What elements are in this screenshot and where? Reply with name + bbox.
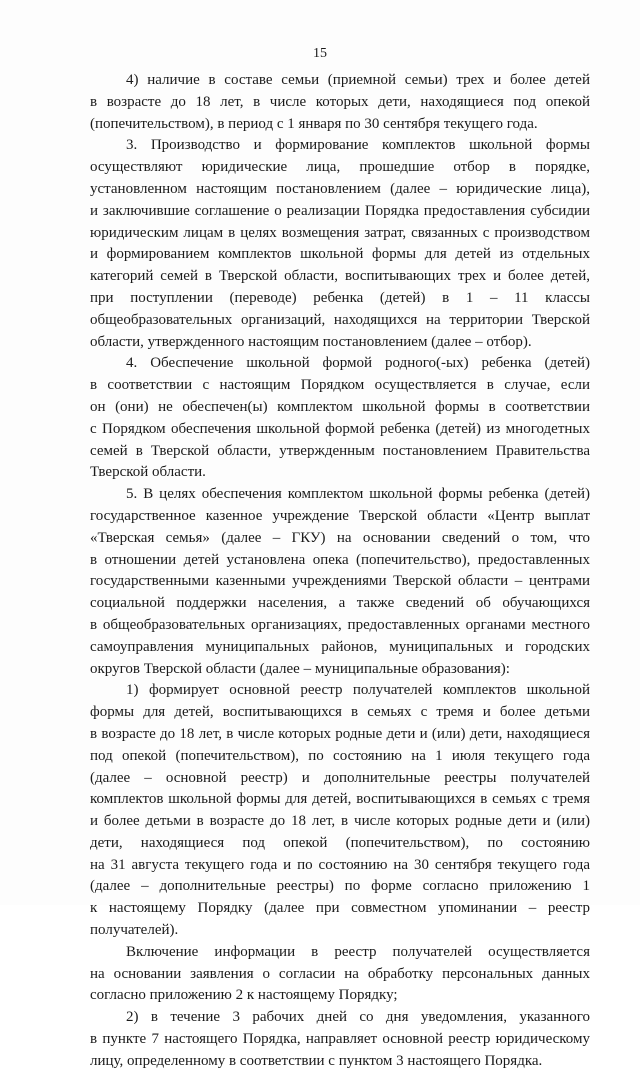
text-line: 2) в течение 3 рабочих дней со дня уведомления, указанного xyxy=(126,1009,590,1026)
text-line: общеобразовательных организаций, находящихся на территории Тверской xyxy=(90,311,590,328)
text-line: Тверской области. xyxy=(90,464,206,481)
text-line: на основании заявления о согласии на обработку персональных данных xyxy=(90,965,590,982)
text-line: 4. Обеспечение школьной формой родного(-ых) ребенка (детей) xyxy=(126,355,590,372)
document-body xyxy=(90,70,590,1073)
text-line: в общеобразовательных организациях, предоставленных органами местного xyxy=(90,616,590,633)
text-line: государственное казенное учреждение Тверской области «Центр выплат xyxy=(90,507,590,524)
text-line: 5. В целях обеспечения комплектом школьной формы ребенка (детей) xyxy=(126,486,590,503)
text-line: к настоящему Порядку (далее при совместном упоминании – реестр xyxy=(90,900,590,917)
text-line: округов Тверской области (далее – муниципальные образования): xyxy=(90,660,510,677)
text-line: формы для детей, воспитывающихся в семьях с тремя и более детьми xyxy=(90,704,590,721)
text-line: в отношении детей установлена опека (попечительство), предоставленных xyxy=(90,551,590,568)
text-line: согласно приложению 2 к настоящему Порядку; xyxy=(90,987,398,1004)
text-line: дети, находящиеся под опекой (попечительством), по состоянию xyxy=(90,834,590,851)
text-line: области, утвержденного настоящим постановлением (далее – отбор). xyxy=(90,333,532,350)
text-line: получателей). xyxy=(90,922,179,939)
text-line: категорий семей в Тверской области, воспитывающих трех и более детей, xyxy=(90,268,590,285)
text-line: семей в Тверской области, утвержденным постановлением Правительства xyxy=(90,442,590,459)
text-line: и формированием комплектов школьной формы для детей из отдельных xyxy=(90,246,590,263)
text-line: (далее – дополнительные реестры) по форме согласно приложению 1 xyxy=(90,878,590,895)
text-line: «Тверская семья» (далее – ГКУ) на основании сведений о том, что xyxy=(90,529,590,546)
text-line: комплектов школьной формы для детей, воспитывающихся в семьях с тремя xyxy=(90,791,590,808)
text-line: юридическим лицам в целях возмещения затрат, связанных с производством xyxy=(90,224,590,241)
text-line: (далее – основной реестр) и дополнительные реестры получателей xyxy=(90,769,590,786)
text-line: в пункте 7 настоящего Порядка, направляет основной реестр юридическому xyxy=(90,1031,590,1048)
text-line: при поступлении (переводе) ребенка (детей) в 1 – 11 классы xyxy=(90,289,590,306)
text-line: в соответствии с настоящим Порядком осуществляется в случае, если xyxy=(90,377,590,394)
text-line: 3. Производство и формирование комплектов школьной формы xyxy=(126,137,590,154)
text-line: и более детьми в возрасте до 18 лет, в числе которых родные дети и (или) xyxy=(90,813,590,830)
page-number: 15 xyxy=(313,46,327,61)
text-line: установленном настоящим постановлением (далее – юридические лица), xyxy=(90,180,590,197)
text-line: (попечительством), в период с 1 января по 30 сентября текущего года. xyxy=(90,115,538,132)
text-line: с Порядком обеспечения школьной формой ребенка (детей) из многодетных xyxy=(90,420,590,437)
text-line: государственными казенными учреждениями Тверской области – центрами xyxy=(90,573,590,590)
text-line: Включение информации в реестр получателей осуществляется xyxy=(126,943,590,960)
text-line: осуществляют юридические лица, прошедшие отбор в порядке, xyxy=(90,159,590,176)
text-line: на 31 августа текущего года и по состоянию на 30 сентября текущего года xyxy=(90,856,590,873)
text-line: он (они) не обеспечен(ы) комплектом школьной формы в соответствии xyxy=(90,398,590,415)
text-line: 4) наличие в составе семьи (приемной семьи) трех и более детей xyxy=(126,72,590,88)
text-line: лицу, определенному в соответствии с пунктом 3 настоящего Порядка. xyxy=(90,1052,543,1069)
text-line: под опекой (попечительством), по состоянию на 1 июля текущего года xyxy=(90,747,590,764)
text-line: и заключившие соглашение о реализации Порядка предоставления субсидии xyxy=(90,202,590,219)
text-line: в возрасте до 18 лет, в числе которых родные дети и (или) дети, находящиеся xyxy=(90,725,590,742)
text-line: самоуправления муниципальных районов, муниципальных и городских xyxy=(90,638,590,655)
text-line: 1) формирует основной реестр получателей комплектов школьной xyxy=(126,682,590,699)
text-line: в возрасте до 18 лет, в числе которых дети, находящиеся под опекой xyxy=(90,93,590,110)
text-line: социальной поддержки населения, а также сведений об обучающихся xyxy=(90,595,590,612)
